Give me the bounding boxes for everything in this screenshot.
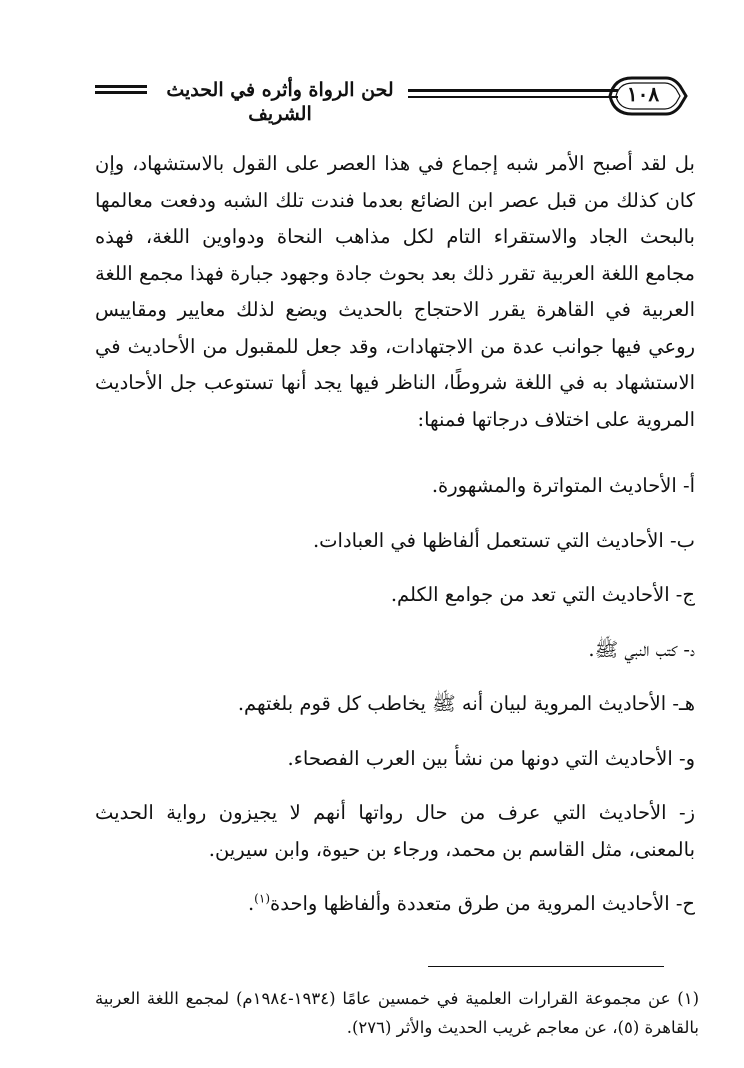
list-item: أ- الأحاديث المتواترة والمشهورة. [431,474,695,497]
list-item: و- الأحاديث التي دونها من نشأ بين العرب الفصحاء. [287,746,695,770]
header-rule [95,85,147,88]
list-item-period: . [247,892,255,915]
header-rule [95,91,147,94]
running-header-title: لحن الرواة وأثره في الحديث الشريف [166,79,394,125]
list-item: ز- الأحاديث التي عرف من حال رواتها أنهم لا يجيزون رواية الحديث بالمعنى، مثل القاسم بن محمد، ورجاء بن حيوة، وابن سيرين. [95,801,695,861]
header-rule [408,96,618,98]
list-item-last [95,886,695,923]
list-item: ج- الأحاديث التي تعد من جوامع الكلم. [390,583,695,606]
page-number: ١٠٨ [626,82,660,106]
body-paragraph: بل لقد أصبح الأمر شبه إجماع في هذا العصر على القول بالاستشهاد، وإن كان كذلك من قبل عصر ابن الضائع بعدما فندت تلك الشبه ودفعت معالمها بالبحث الجاد والاستقراء التام لكل مذاهب النحاة ودواوين اللغة، فهذه مجامع اللغة العربية تقرر ذلك بعد بحوث جادة وجهود جبارة فهذا مجمع اللغة العربية في القاهرة يقرر الاحتجاج بالحديث ويضع لذلك معايير ومقاييس روعي فيها جوانب عدة من الاجتهادات، وقد جعل للمقبول من الأحاديث في الاستشهاد به في اللغة شروطًا، الناظر فيها يجد أنها تستوعب جل الأحاديث المروية على اختلاف درجاتها فمنها: [95,152,695,431]
list-item: ب- الأحاديث التي تستعمل ألفاظها في العبادات. [312,528,695,552]
conditions-list [95,468,695,923]
header-rule [408,89,618,92]
footnote-reference: (١) [254,891,270,906]
list-item: هـ- الأحاديث المروية لبيان أنه ﷺ يخاطب كل قوم بلغتهم. [237,692,695,715]
footnote [95,984,699,1042]
footnote-text: (١) عن مجموعة القرارات العلمية في خمسين عامًا (١٩٣٤-١٩٨٤م) لمجمع اللغة العربية بالقاهرة (٥)، عن معاجم غريب الحديث والأثر (٢٧٦). [95,989,699,1037]
main-text [95,146,695,438]
list-item-text: ح- الأحاديث المروية من طرق متعددة وألفاظها واحدة [270,892,695,915]
footnote-separator [428,966,664,967]
list-item: د- كتب النبي ﷺ. [588,637,695,661]
